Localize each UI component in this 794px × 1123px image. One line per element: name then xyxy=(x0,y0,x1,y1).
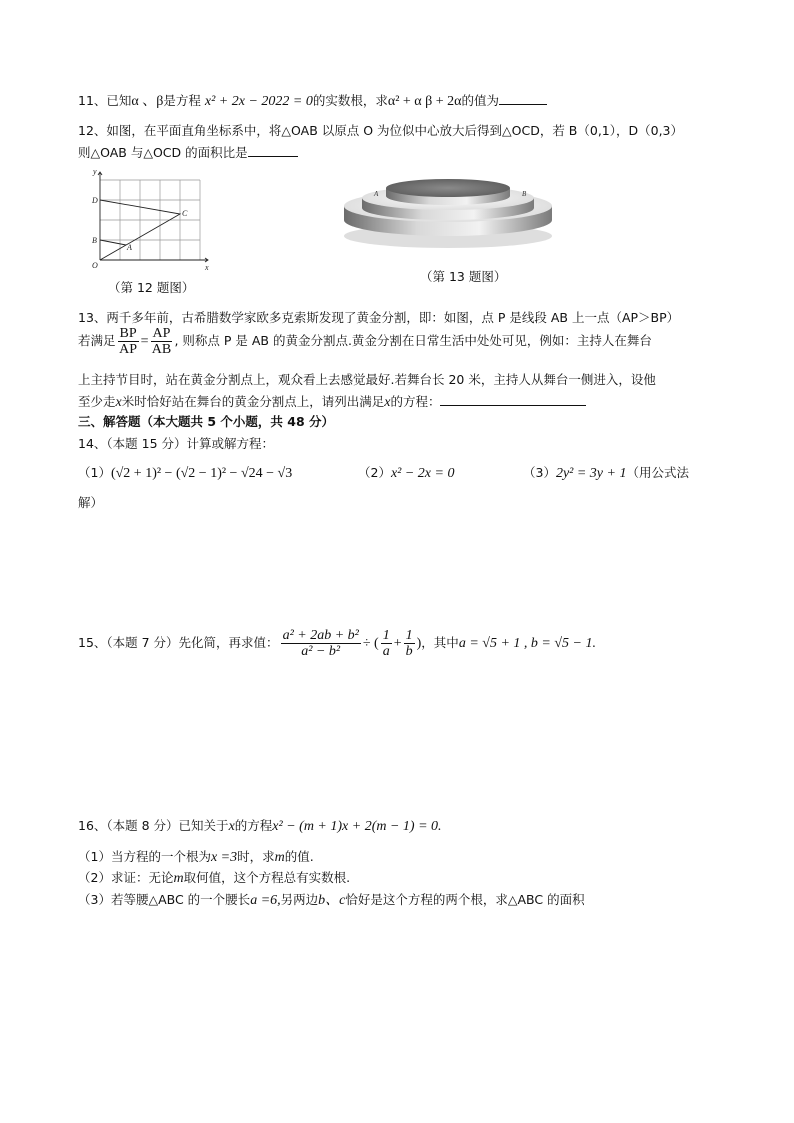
question-12-line2: 则△OAB 与△OCD 的面积比是 xyxy=(78,143,298,161)
q14-part1-expression: (√2 + 1)² − (√2 − 1)² − √24 − √3 xyxy=(110,466,293,481)
origin-label: O xyxy=(92,261,98,270)
point-c-label: C xyxy=(182,209,188,218)
q15-fraction-1-over-b: $\frac{1}{b}$ xyxy=(405,628,413,659)
q14-part3-expression: 2y² = 3y + 1 xyxy=(555,466,627,481)
question-13-line2: 若满足 $\frac{BP}{AP}$ = $\frac{AP}{AB}$ , 则称点 P 是 AB 的黄金分割点.黄金分割在日常生活中处处可见，例如：主持人在舞台 xyxy=(78,326,652,357)
question-14-note-continuation: 解） xyxy=(78,495,104,510)
question-16-part2: （2）求证：无论m取何值，这个方程总有实数根. xyxy=(78,870,351,886)
stage-label-b: B xyxy=(522,190,527,198)
question-13-line3: 上主持节目时，站在黄金分割点上，观众看上去感觉最好.若舞台长 20 米，主持人从舞台一侧进入，设他 xyxy=(78,372,656,387)
figure-13-caption: （第 13 题图） xyxy=(420,269,507,284)
q15-values: a = √5 + 1 , b = √5 − 1. xyxy=(458,636,596,651)
question-11: 11、已知α 、β是方程 x² + 2x − 2022 = 0的实数根，求α² + α β + 2α的值为 xyxy=(78,90,547,110)
point-b-label: B xyxy=(92,236,97,245)
figure-12-caption: （第 12 题图） xyxy=(108,280,195,295)
answer-blank-11[interactable] xyxy=(499,92,547,105)
q16-equation: x² − (m + 1)x + 2(m − 1) = 0. xyxy=(272,819,442,834)
question-14-parts: （1）(√2 + 1)² − (√2 − 1)² − √24 − √3 xyxy=(78,465,293,481)
question-15: 15、（本题 7 分）先化简，再求值： $\frac{\text{a² + 2ab + b²}}{\text{a² − b²}}$ ÷ ( $\frac{1}{a}$ + $\frac{1}{b}$ )，其中a = √5 + 1 , b = √5 − 1. xyxy=(78,628,596,659)
question-16-part3: （3）若等腰△ABC 的一个腰长a =6,另两边b、c恰好是这个方程的两个根，求△ABC 的面积 xyxy=(78,892,585,908)
fraction-ap-ab: $\frac{AP}{AB}$ xyxy=(151,326,172,357)
q15-main-fraction: $\frac{\text{a² + 2ab + b²}}{\text{a² − b²}}$ xyxy=(282,628,359,659)
alpha-beta: α 、β xyxy=(131,94,164,109)
q13-stage-image xyxy=(336,172,560,252)
answer-blank-12[interactable] xyxy=(248,144,298,157)
q11-expression: α² + α β + 2α xyxy=(387,94,462,109)
q12-coordinate-figure xyxy=(84,166,214,274)
q14-part2-expression: x² − 2x = 0 xyxy=(390,466,455,481)
q11-equation: x² + 2x − 2022 = 0 xyxy=(204,94,313,109)
point-a-label: A xyxy=(127,243,132,252)
fraction-bp-ap: $\frac{BP}{AP}$ xyxy=(119,326,138,357)
x-axis-label: x xyxy=(205,263,209,272)
question-14-part2: （2）x² − 2x = 0 xyxy=(358,465,455,481)
grid-lines xyxy=(100,180,200,260)
point-d-label: D xyxy=(92,196,98,205)
question-13-line1: 13、两千多年前，古希腊数学家欧多克索斯发现了黄金分割，即：如图，点 P 是线段 AB 上一点（AP＞BP） xyxy=(78,310,680,325)
question-13-line4: 至少走x米时恰好站在舞台的黄金分割点上，请列出满足x的方程： xyxy=(78,392,586,411)
question-14-title: 14、（本题 15 分）计算或解方程： xyxy=(78,436,275,451)
q15-fraction-1-over-a: $\frac{1}{a}$ xyxy=(382,628,390,659)
question-12-line1: 12、如图，在平面直角坐标系中，将△OAB 以原点 O 为位似中心放大后得到△OCD，若 B（0,1），D（0,3） xyxy=(78,123,684,138)
answer-blank-13[interactable] xyxy=(440,393,586,406)
stage-label-a: A xyxy=(374,190,379,198)
y-axis-label: y xyxy=(93,167,97,176)
axes xyxy=(98,172,208,262)
question-16-title: 16、（本题 8 分）已知关于x的方程x² − (m + 1)x + 2(m − 1) = 0. xyxy=(78,818,442,834)
question-16-part1: （1）当方程的一个根为x =3时，求m的值. xyxy=(78,849,314,865)
section-3-heading: 三、解答题（本大题共 5 个小题，共 48 分） xyxy=(78,414,335,429)
question-14-part3: （3）2y² = 3y + 1（用公式法 xyxy=(523,465,689,481)
